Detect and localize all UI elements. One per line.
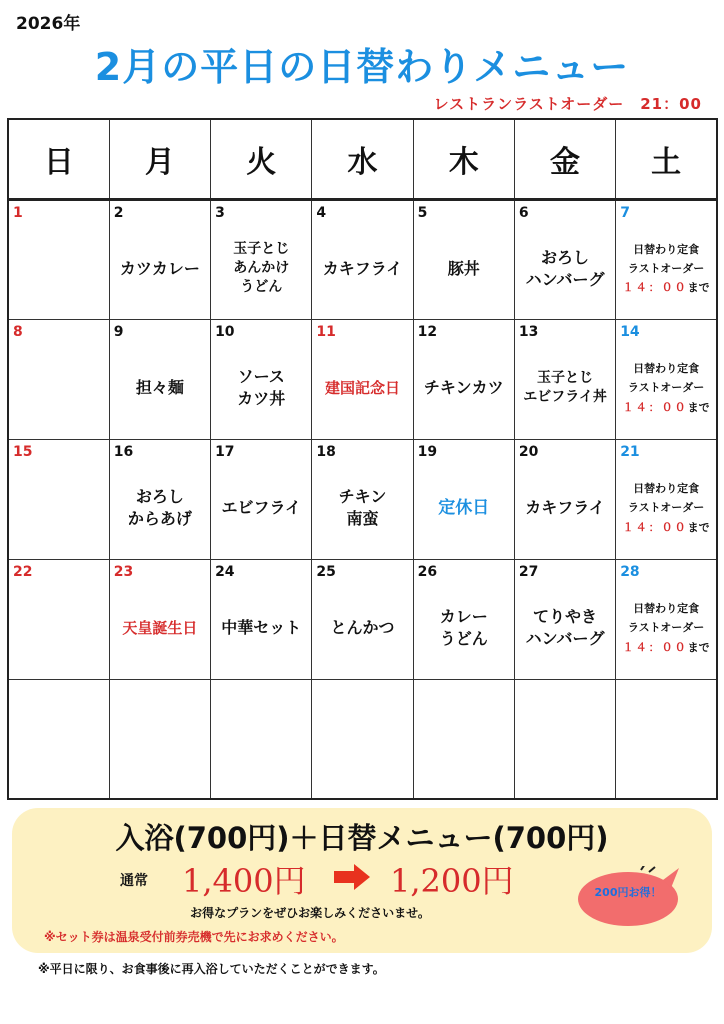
- year-label: 2026年: [16, 14, 81, 34]
- calendar-day-empty: [312, 679, 413, 799]
- saturday-note-suffix: まで: [687, 281, 710, 295]
- day-number: 10: [215, 323, 235, 340]
- day-number: 7: [620, 204, 630, 221]
- saturday-note-time: １４：００: [622, 400, 688, 414]
- set-plan-note: ※セット券は温泉受付前券売機で先にお求めください。: [44, 930, 344, 944]
- calendar-day: [312, 199, 413, 319]
- menu-item: てりやき ハンバーグ: [525, 607, 605, 648]
- calendar-week: [8, 559, 717, 679]
- day-number: 17: [215, 443, 235, 460]
- calendar-day: [211, 439, 312, 559]
- saturday-note-line1: 日替わり定食: [633, 242, 700, 256]
- calendar-day: [211, 319, 312, 439]
- day-number: 28: [620, 563, 640, 580]
- day-number: 27: [518, 563, 539, 580]
- weekday-mon: 月: [109, 119, 210, 199]
- calendar-week: [8, 319, 717, 439]
- menu-item: 豚丼: [447, 258, 480, 278]
- last-order-note: レストランラストオーダー 21：00: [433, 95, 702, 113]
- page-title: 2月の平日の日替わりメニュー: [94, 45, 630, 89]
- saturday-note-suffix: まで: [687, 520, 710, 534]
- day-number: 1: [13, 204, 23, 221]
- calendar-day-saturday: [616, 199, 717, 319]
- day-number: 3: [215, 204, 225, 221]
- menu-item: 中華セット: [221, 618, 302, 638]
- saturday-note-time: １４：００: [622, 281, 688, 295]
- calendar-day: [109, 199, 210, 319]
- day-number: 12: [417, 323, 438, 340]
- day-number: 15: [13, 443, 33, 460]
- menu-item: 玉子とじ あんかけ うどん: [233, 241, 290, 295]
- set-plan-headline: 入浴(700円)＋日替メニュー(700円): [115, 821, 609, 855]
- saturday-note-time-line: [623, 638, 710, 657]
- calendar-day-empty: [211, 679, 312, 799]
- day-number: 23: [113, 563, 134, 580]
- menu-item: カキフライ: [322, 258, 403, 278]
- calendar-day: [312, 559, 413, 679]
- calendar-day: [109, 439, 210, 559]
- menu-item: とんかつ: [330, 618, 395, 638]
- day-number: 24: [215, 563, 235, 580]
- saturday-note-line1: 日替わり定食: [633, 482, 700, 496]
- calendar-day-empty: [616, 679, 717, 799]
- menu-item: カレー うどん: [439, 607, 488, 648]
- calendar-day-empty: [8, 679, 109, 799]
- calendar-day: [413, 319, 514, 439]
- day-number: 8: [13, 323, 23, 340]
- weekday-sun: 日: [8, 119, 109, 199]
- calendar-week: [8, 439, 717, 559]
- saturday-note-line2: ラストオーダー: [627, 381, 705, 395]
- calendar-day: [8, 439, 109, 559]
- day-number: 6: [518, 204, 529, 221]
- day-number: 20: [518, 443, 539, 460]
- weekday-thu: 木: [413, 119, 514, 199]
- calendar-week: [8, 199, 717, 319]
- saturday-note-time: １４：００: [622, 640, 688, 654]
- menu-item: エビフライ: [221, 498, 301, 518]
- calendar-day-saturday: [616, 439, 717, 559]
- calendar-day: [211, 199, 312, 319]
- weekday-tue: 火: [211, 119, 312, 199]
- calendar-day: [211, 559, 312, 679]
- set-plan-text: お得なプランをぜひお楽しみくださいませ。: [190, 906, 430, 920]
- day-number: 22: [13, 563, 33, 580]
- menu-item: おろし ハンバーグ: [525, 247, 605, 289]
- saturday-note: [616, 582, 716, 675]
- calendar-day: [312, 439, 413, 559]
- saturday-note-time-line: [623, 518, 710, 537]
- saturday-note: [616, 223, 716, 315]
- calendar-day: [514, 199, 615, 319]
- day-number: 19: [417, 443, 438, 460]
- day-number: 26: [417, 563, 438, 580]
- sale-price: 1,200円: [390, 862, 514, 900]
- day-number: 4: [316, 204, 327, 221]
- calendar-day-saturday: [616, 559, 717, 679]
- calendar-day: [514, 439, 615, 559]
- footnote: ※平日に限り、お食事後に再入浴していただくことができます。: [38, 962, 385, 976]
- day-number: 14: [620, 323, 640, 340]
- calendar-day: [413, 439, 514, 559]
- saturday-note-line2: ラストオーダー: [627, 501, 705, 515]
- menu-item: チキンカツ: [423, 378, 504, 398]
- holiday-label: 建国記念日: [324, 378, 400, 397]
- saturday-note-line2: ラストオーダー: [627, 621, 705, 635]
- day-number: 18: [316, 443, 336, 460]
- saturday-note-line2: ラストオーダー: [627, 261, 705, 275]
- menu-item: カツカレー: [119, 258, 200, 278]
- normal-price: 1,400円: [182, 862, 306, 900]
- calendar-day-saturday: [616, 319, 717, 439]
- day-number: 16: [113, 443, 134, 460]
- menu-item: おろし からあげ: [127, 487, 192, 528]
- menu-item: ソース カツ丼: [237, 367, 286, 408]
- saturday-note-time-line: [623, 278, 710, 297]
- calendar-day-empty: [514, 679, 615, 799]
- saturday-note-suffix: まで: [687, 640, 710, 654]
- day-number: 25: [316, 563, 336, 580]
- calendar-day: [413, 199, 514, 319]
- saturday-note-line1: 日替わり定食: [633, 602, 700, 616]
- day-number: 5: [417, 204, 428, 221]
- day-number: 9: [113, 323, 124, 340]
- menu-item: 玉子とじ エビフライ丼: [523, 370, 607, 405]
- normal-price-label: 通常: [120, 873, 148, 889]
- menu-item: 担々麺: [135, 378, 184, 398]
- day-number: 21: [620, 443, 640, 460]
- calendar-day: [8, 559, 109, 679]
- calendar-day-empty: [413, 679, 514, 799]
- calendar-day: [514, 559, 615, 679]
- menu-item: カキフライ: [525, 498, 605, 518]
- menu-calendar: [7, 118, 718, 800]
- saturday-note: [616, 462, 716, 555]
- calendar-day: [109, 559, 210, 679]
- right-arrow-icon: [332, 863, 372, 891]
- day-number: 13: [518, 323, 539, 340]
- weekday-wed: 水: [312, 119, 413, 199]
- savings-badge: 200円お得！: [594, 886, 662, 899]
- calendar-day: [109, 319, 210, 439]
- calendar-week-empty: [8, 679, 717, 799]
- weekday-sat: 土: [616, 119, 717, 199]
- calendar-day-empty: [109, 679, 210, 799]
- calendar-day: [8, 319, 109, 439]
- holiday-label: 天皇誕生日: [122, 618, 198, 637]
- calendar-day: [514, 319, 615, 439]
- day-number: 2: [113, 204, 124, 221]
- calendar-day: [312, 319, 413, 439]
- closed-day-label: 定休日: [438, 497, 490, 518]
- saturday-note-line1: 日替わり定食: [633, 362, 700, 376]
- saturday-note: [616, 342, 716, 435]
- saturday-note-time-line: [623, 398, 710, 417]
- saturday-note-suffix: まで: [687, 400, 710, 414]
- saturday-note-time: １４：００: [622, 520, 688, 534]
- day-number: 11: [316, 323, 336, 340]
- menu-item: チキン 南蛮: [338, 487, 387, 528]
- weekday-header-row: [8, 119, 717, 199]
- weekday-fri: 金: [514, 119, 615, 199]
- calendar-day: [413, 559, 514, 679]
- calendar-day: [8, 199, 109, 319]
